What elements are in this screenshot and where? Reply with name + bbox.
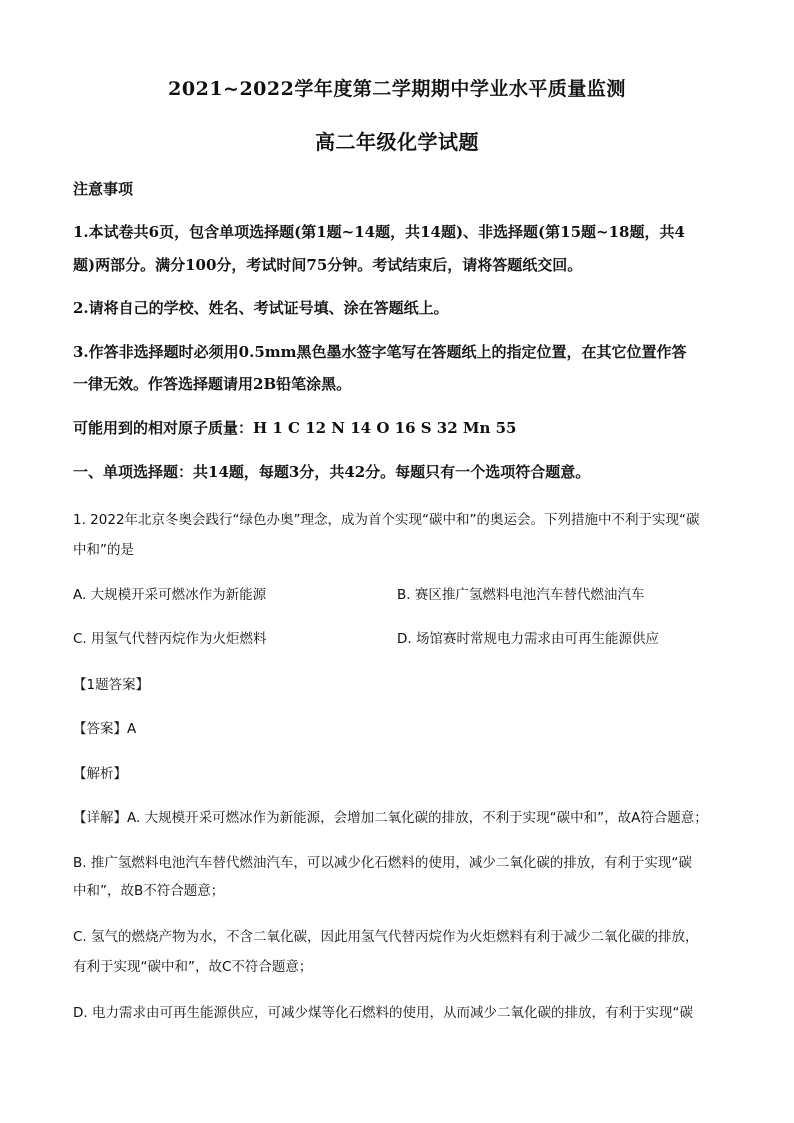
note-item-1-line-1: 1.本试卷共6页，包含单项选择题(第1题~14题，共14题)、非选择题(第15题~18题，共4 [73,223,685,241]
question-1-stem-line-2: 中和”的是 [73,542,134,558]
question-1-stem-line-1: 1. 2022年北京冬奥会践行“绿色办奥”理念，成为首个实现“碳中和”的奥运会。下列措施中不利于实现“碳 [73,512,700,528]
note-item-2: 2.请将自己的学校、姓名、考试证号填、涂在答题纸上。 [73,299,449,317]
detail-c-line-1: C. 氢气的燃烧产物为水，不含二氧化碳，因此用氢气代替丙烷作为火炬燃料有利于减少二氧化碳的排放， [73,929,699,945]
answer-tag: 【1题答案】 [73,677,150,693]
detail-b-line-2: 中和”，故B不符合题意； [73,883,225,899]
note-item-3-line-2: 一律无效。作答选择题请用2B铅笔涂黑。 [73,375,352,393]
detail-d-line-1: D. 电力需求由可再生能源供应，可减少煤等化石燃料的使用，从而减少二氧化碳的排放，有利于实现“碳 [73,1005,693,1021]
option-c: C. 用氢气代替丙烷作为火炬燃料 [73,631,267,647]
detail-c-line-2: 有利于实现“碳中和”，故C不符合题意； [73,959,313,975]
notes-heading: 注意事项 [73,180,134,198]
section-heading: 一、单项选择题：共14题，每题3分，共42分。每题只有一个选项符合题意。 [73,463,591,481]
analysis-tag: 【解析】 [73,766,127,782]
note-item-3-line-1: 3.作答非选择题时必须用0.5mm黑色墨水签字笔写在答题纸上的指定位置，在其它位置作答 [73,343,687,361]
exam-title: 2021~2022学年度第二学期期中学业水平质量监测 [168,78,626,100]
atomic-masses: 可能用到的相对原子质量：H 1 C 12 N 14 O 16 S 32 Mn 55 [73,419,517,437]
option-b: B. 赛区推广氢燃料电池汽车替代燃油汽车 [397,587,645,603]
option-a: A. 大规模开采可燃冰作为新能源 [73,587,267,603]
note-item-1-line-2: 题)两部分。满分100分，考试时间75分钟。考试结束后，请将答题纸交回。 [73,256,583,274]
exam-subtitle: 高二年级化学试题 [315,130,479,154]
detail-a: 【详解】A. 大规模开采可燃冰作为新能源，会增加二氧化碳的排放，不利于实现“碳中和”，故A符合题意； [73,810,708,826]
answer-line: 【答案】A [73,721,137,737]
detail-b-line-1: B. 推广氢燃料电池汽车替代燃油汽车，可以减少化石燃料的使用，减少二氧化碳的排放，有利于实现“碳 [73,855,692,871]
option-d: D. 场馆赛时常规电力需求由可再生能源供应 [397,631,659,647]
